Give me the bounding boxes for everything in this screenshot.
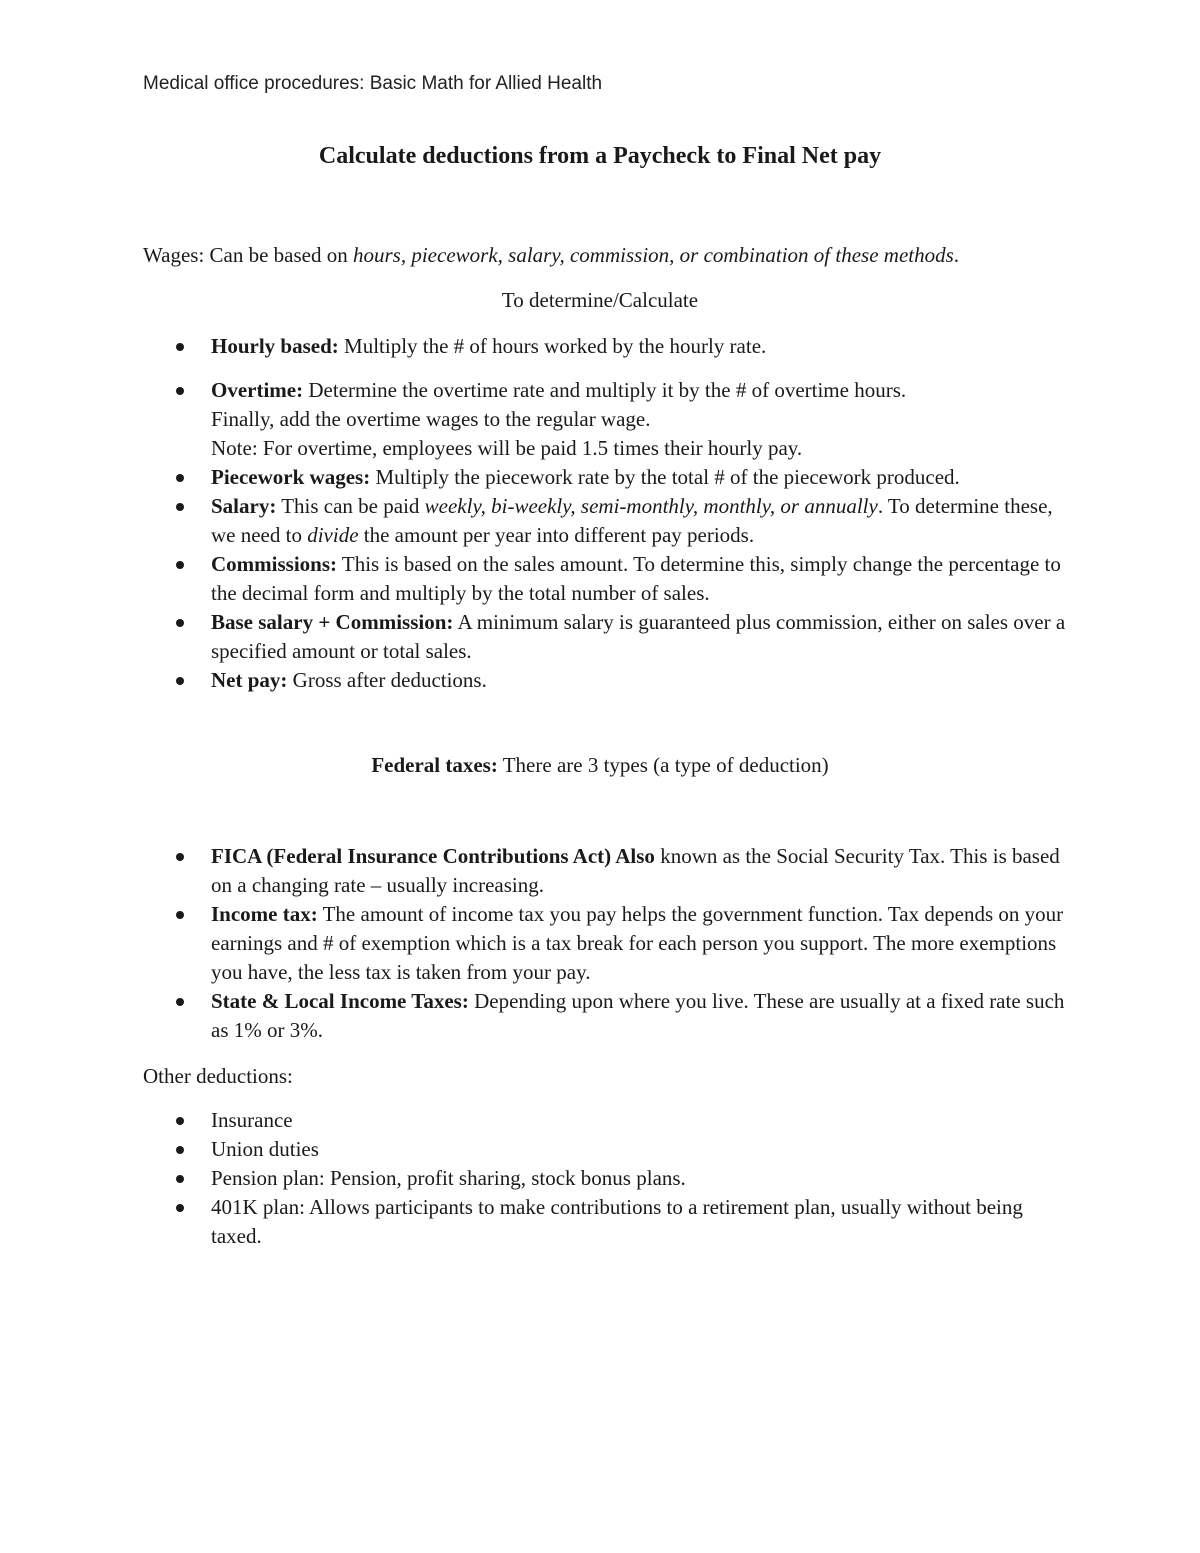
item-term: State & Local Income Taxes: (211, 989, 469, 1013)
list-item (0, 987, 1071, 1045)
federal-term: Federal taxes: (371, 753, 498, 777)
list-item (0, 842, 1071, 900)
item-term: Base salary + Commission: (211, 610, 454, 634)
list-item (0, 463, 1071, 492)
bullet-icon (176, 853, 184, 861)
list-item (0, 1164, 1071, 1193)
determine-label: To determine/Calculate (501, 288, 699, 312)
list-item (0, 376, 1071, 463)
bullet-icon (176, 911, 184, 919)
item-text: 401K plan: Allows participants to make contributions to a retirement plan, usually without being taxed. (211, 1195, 1023, 1248)
bullet-icon (176, 1204, 184, 1212)
bullet-icon (176, 561, 184, 569)
page-title: Calculate deductions from a Paycheck to Final Net pay (318, 143, 882, 169)
item-text: known as the Social Security Tax. This is based on a changing rate – usually increasing. (211, 844, 1060, 897)
list-item (0, 900, 1071, 987)
wages-prefix: Wages: Can be based on (143, 243, 353, 267)
item-text: This can be paid (276, 494, 425, 518)
item-note: Note: For overtime, employees will be paid 1.5 times their hourly pay. (211, 436, 803, 460)
list-item (0, 550, 1071, 608)
federal-taxes-heading (0, 751, 1200, 780)
item-text: Multiply the piecework rate by the total # of the piecework produced. (370, 465, 960, 489)
item-term: Net pay: (211, 668, 288, 692)
item-term: Overtime: (211, 378, 304, 402)
list-item (0, 332, 1071, 361)
bullet-icon (176, 503, 184, 511)
other-deductions-list (0, 1106, 1071, 1251)
item-text: Union duties (211, 1137, 319, 1161)
list-item (0, 608, 1071, 666)
item-text: . To determine these, we need to (211, 494, 1053, 547)
page-header: Medical office procedures: Basic Math for Allied Health (143, 73, 603, 94)
item-term: FICA (Federal Insurance Contributions Act) Also (211, 844, 655, 868)
bullet-icon (176, 387, 184, 395)
wage-methods-list (0, 332, 1071, 695)
item-text: Multiply the # of hours worked by the hourly rate. (338, 334, 767, 358)
bullet-icon (176, 998, 184, 1006)
item-term: Piecework wages: (211, 465, 371, 489)
bullet-icon (176, 619, 184, 627)
item-text: The amount of income tax you pay helps the government function. Tax depends on your earnings and # of exemption which is a tax break for each person you support. The more exemptions you have, the less tax is taken from your pay. (211, 902, 1064, 984)
item-text: Insurance (211, 1108, 293, 1132)
wages-suffix: . (953, 243, 960, 267)
bullet-icon (176, 677, 184, 685)
bullet-icon (176, 1117, 184, 1125)
list-item (0, 1106, 1071, 1135)
bullet-icon (176, 343, 184, 351)
wages-methods: hours, piecework, salary, commission, or combination of these methods (353, 243, 954, 267)
other-deductions-label: Other deductions: (143, 1064, 293, 1088)
wages-paragraph (143, 241, 959, 270)
bullet-icon (176, 1175, 184, 1183)
item-term: Income tax: (211, 902, 318, 926)
item-text: A minimum salary is guaranteed plus commission, either on sales over a specified amount or total sales. (211, 610, 1066, 663)
item-text: Pension plan: Pension, profit sharing, stock bonus plans. (211, 1166, 686, 1190)
list-item (0, 1135, 1071, 1164)
pay-periods: weekly, bi-weekly, semi-monthly, monthly, or annually (424, 494, 878, 518)
list-item (0, 1193, 1071, 1251)
bullet-icon (176, 474, 184, 482)
item-text: Gross after deductions. (287, 668, 487, 692)
federal-taxes-list (0, 842, 1071, 1045)
item-text: Determine the overtime rate and multiply it by the # of overtime hours. (303, 378, 907, 402)
divide-word: divide (307, 523, 359, 547)
item-text: This is based on the sales amount. To determine this, simply change the percentage to the decimal form and multiply by the total number of sales. (211, 552, 1061, 605)
item-term: Salary: (211, 494, 277, 518)
item-text: the amount per year into different pay periods. (358, 523, 755, 547)
item-text-line2: Finally, add the overtime wages to the regular wage. (211, 407, 651, 431)
item-term: Hourly based: (211, 334, 339, 358)
item-term: Commissions: (211, 552, 338, 576)
list-item (0, 492, 1071, 550)
bullet-icon (176, 1146, 184, 1154)
federal-text: There are 3 types (a type of deduction) (497, 753, 829, 777)
list-item (0, 666, 1071, 695)
item-text: Depending upon where you live. These are usually at a fixed rate such as 1% or 3%. (211, 989, 1065, 1042)
